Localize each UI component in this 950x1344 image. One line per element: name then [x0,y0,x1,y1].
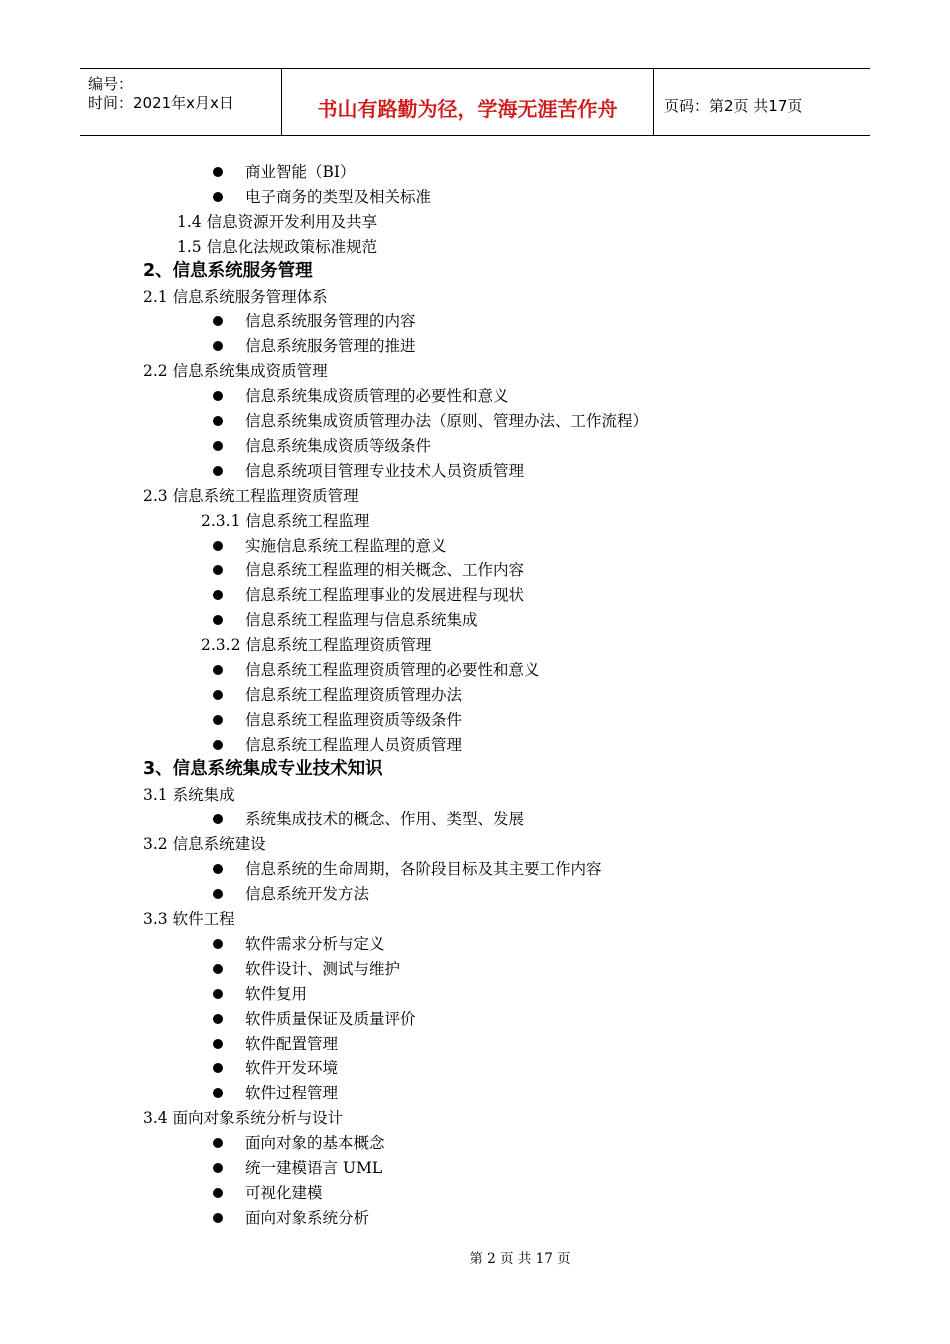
subsection-heading: 3.3 软件工程 [143,910,235,928]
bullet-icon [213,192,223,202]
section-heading: 2、信息系统服务管理 [143,260,313,281]
bullet-icon [213,814,223,824]
page-header [80,68,870,136]
list-item-text: 实施信息系统工程监理的意义 [245,536,447,555]
subsection-heading: 1.5 信息化法规政策标准规范 [177,237,378,256]
list-item-text: 可视化建模 [245,1183,323,1202]
header-page-info: 页码：第2页 共17页 [664,97,803,115]
page-footer: 第 2 页 共 17 页 [469,1251,571,1267]
bullet-icon [213,1163,223,1173]
bullet-icon [213,864,223,874]
bullet-icon [213,416,223,426]
header-motto-cell [282,69,654,135]
number-label: 编号： [88,75,134,93]
subsection-heading: 1.4 信息资源开发利用及共享 [177,212,378,231]
bullet-icon [213,1213,223,1223]
list-item-text: 软件过程管理 [245,1084,339,1103]
bullet-icon [213,690,223,700]
list-item-text: 商业智能（BI） [245,163,356,181]
time-label: 时间：2021年x月x日 [88,94,234,112]
subsection-heading: 2.3 信息系统工程监理资质管理 [143,486,359,505]
bullet-icon [213,1014,223,1024]
section-heading: 3、信息系统集成专业技术知识 [143,758,383,779]
bullet-icon [213,740,223,750]
list-item-text: 面向对象的基本概念 [245,1134,385,1153]
bullet-icon [213,441,223,451]
list-item-text: 信息系统项目管理专业技术人员资质管理 [245,461,525,480]
list-item-text: 信息系统的生命周期，各阶段目标及其主要工作内容 [245,860,602,879]
list-item-text: 信息系统集成资质管理办法（原则、管理办法、工作流程） [245,412,649,430]
bullet-icon [213,889,223,899]
bullet-icon [213,1088,223,1098]
list-item-text: 系统集成技术的概念、作用、类型、发展 [245,810,525,829]
subsection-heading: 2.1 信息系统服务管理体系 [143,287,328,306]
bullet-icon [213,715,223,725]
list-item-text: 面向对象系统分析 [245,1208,370,1227]
list-item-text: 信息系统集成资质等级条件 [245,436,432,455]
bullet-icon [213,565,223,575]
bullet-icon [213,989,223,999]
bullet-icon [213,590,223,600]
list-item-text: 信息系统工程监理事业的发展进程与现状 [245,586,525,605]
bullet-icon [213,1188,223,1198]
list-item-text: 信息系统服务管理的推进 [245,337,416,356]
list-item-text: 信息系统工程监理资质等级条件 [245,710,463,729]
subsection-heading: 3.2 信息系统建设 [143,835,266,854]
bullet-icon [213,1063,223,1073]
bullet-icon [213,316,223,326]
list-item-text: 信息系统工程监理与信息系统集成 [245,611,478,630]
list-item-text: 信息系统工程监理人员资质管理 [245,735,463,754]
header-left-cell [80,69,282,135]
list-item-text: 信息系统服务管理的内容 [245,312,416,331]
bullet-icon [213,466,223,476]
list-item-text: 电子商务的类型及相关标准 [245,187,432,206]
bullet-icon [213,665,223,675]
header-page-cell [654,69,870,135]
bullet-icon [213,1039,223,1049]
list-item-text: 软件需求分析与定义 [245,934,385,953]
list-item-text: 软件设计、测试与维护 [245,959,401,978]
bullet-icon [213,391,223,401]
list-item-text: 信息系统工程监理资质管理的必要性和意义 [245,661,540,679]
bullet-icon [213,964,223,974]
list-item-text: 软件开发环境 [245,1059,339,1078]
bullet-icon [213,615,223,625]
motto-text: 书山有路勤为径，学海无涯苦作舟 [317,97,618,121]
subsection-heading: 3.4 面向对象系统分析与设计 [143,1109,344,1128]
list-item-text: 软件复用 [245,984,308,1003]
list-item-text: 软件配置管理 [245,1034,339,1053]
bullet-icon [213,167,223,177]
list-item-text: 信息系统工程监理的相关概念、工作内容 [245,561,525,580]
list-item-text: 信息系统工程监理资质管理办法 [245,685,463,704]
list-item-text: 信息系统开发方法 [245,885,370,904]
subsection-heading: 2.3.2 信息系统工程监理资质管理 [201,636,432,655]
list-item-text: 信息系统集成资质管理的必要性和意义 [245,387,509,406]
list-item-text: 统一建模语言 UML [245,1159,383,1177]
bullet-icon [213,1138,223,1148]
bullet-icon [213,541,223,551]
bullet-icon [213,939,223,949]
bullet-icon [213,341,223,351]
subsection-heading: 3.1 系统集成 [143,785,235,804]
list-item-text: 软件质量保证及质量评价 [245,1009,416,1028]
subsection-heading: 2.3.1 信息系统工程监理 [201,511,370,530]
subsection-heading: 2.2 信息系统集成资质管理 [143,362,328,381]
